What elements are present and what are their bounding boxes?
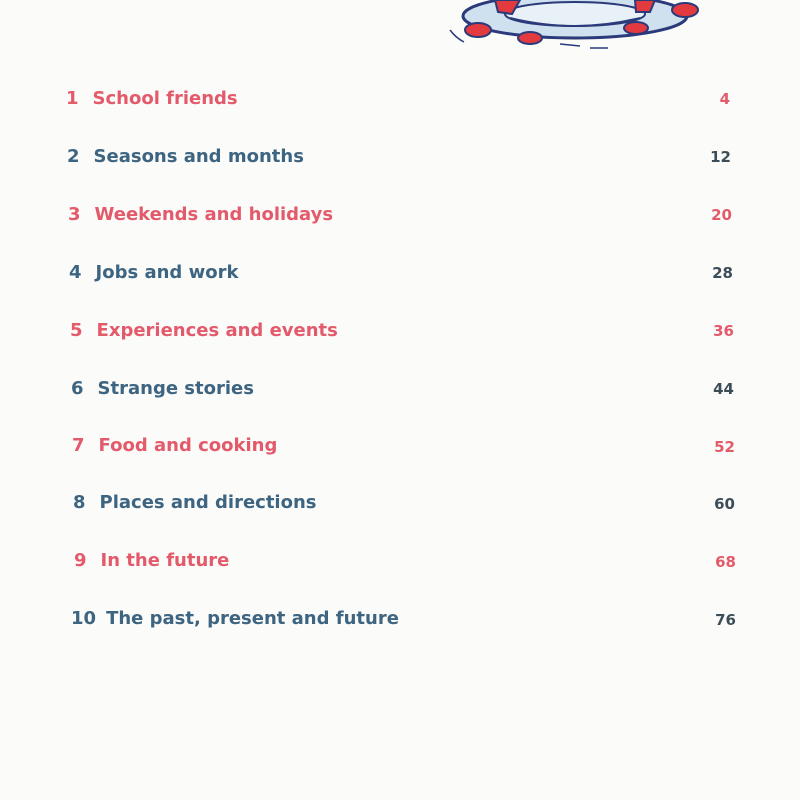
entry-number: 6 — [71, 377, 84, 399]
entry-number: 5 — [70, 319, 83, 341]
entry-number: 1 — [66, 87, 79, 109]
entry-title: Jobs and work — [95, 261, 239, 283]
entry-page: 12 — [710, 148, 731, 166]
entry-number: 9 — [74, 549, 87, 571]
entry-page: 28 — [712, 264, 733, 282]
entry-page: 4 — [719, 90, 730, 108]
entry-title: Experiences and events — [96, 319, 338, 341]
entry-title: The past, present and future — [106, 607, 399, 629]
entry-title: Places and directions — [99, 491, 317, 513]
entry-page: 36 — [713, 322, 734, 340]
entry-title: In the future — [100, 549, 230, 571]
entry-title: Seasons and months — [93, 145, 304, 167]
toc-entry-10[interactable] — [71, 602, 399, 634]
toc-entry-4[interactable] — [69, 256, 238, 288]
entry-number: 7 — [72, 434, 85, 456]
entry-number: 3 — [68, 203, 81, 225]
entry-number: 8 — [73, 491, 86, 513]
entry-title: Strange stories — [97, 377, 254, 399]
entry-title: Food and cooking — [98, 434, 278, 456]
toc-entry-2[interactable] — [67, 140, 304, 172]
entry-number: 2 — [67, 145, 80, 167]
entry-page: 44 — [713, 380, 734, 398]
toc-entry-3[interactable] — [68, 198, 333, 230]
toc-entry-7[interactable] — [72, 429, 277, 461]
toc-entry-6[interactable] — [71, 372, 254, 404]
entry-page: 68 — [715, 553, 736, 571]
toc-entry-9[interactable] — [74, 544, 229, 576]
toc-entry-8[interactable] — [73, 486, 317, 518]
entry-page: 76 — [715, 611, 736, 629]
entry-title: Weekends and holidays — [94, 203, 334, 225]
entry-number: 4 — [69, 261, 82, 283]
entry-page: 60 — [714, 495, 735, 513]
entry-page: 20 — [711, 206, 732, 224]
toc-entry-1[interactable] — [66, 82, 238, 114]
entry-page: 52 — [714, 438, 735, 456]
entry-title: School friends — [92, 87, 238, 109]
toc-entry-5[interactable] — [70, 314, 338, 346]
entry-number: 10 — [71, 607, 97, 629]
